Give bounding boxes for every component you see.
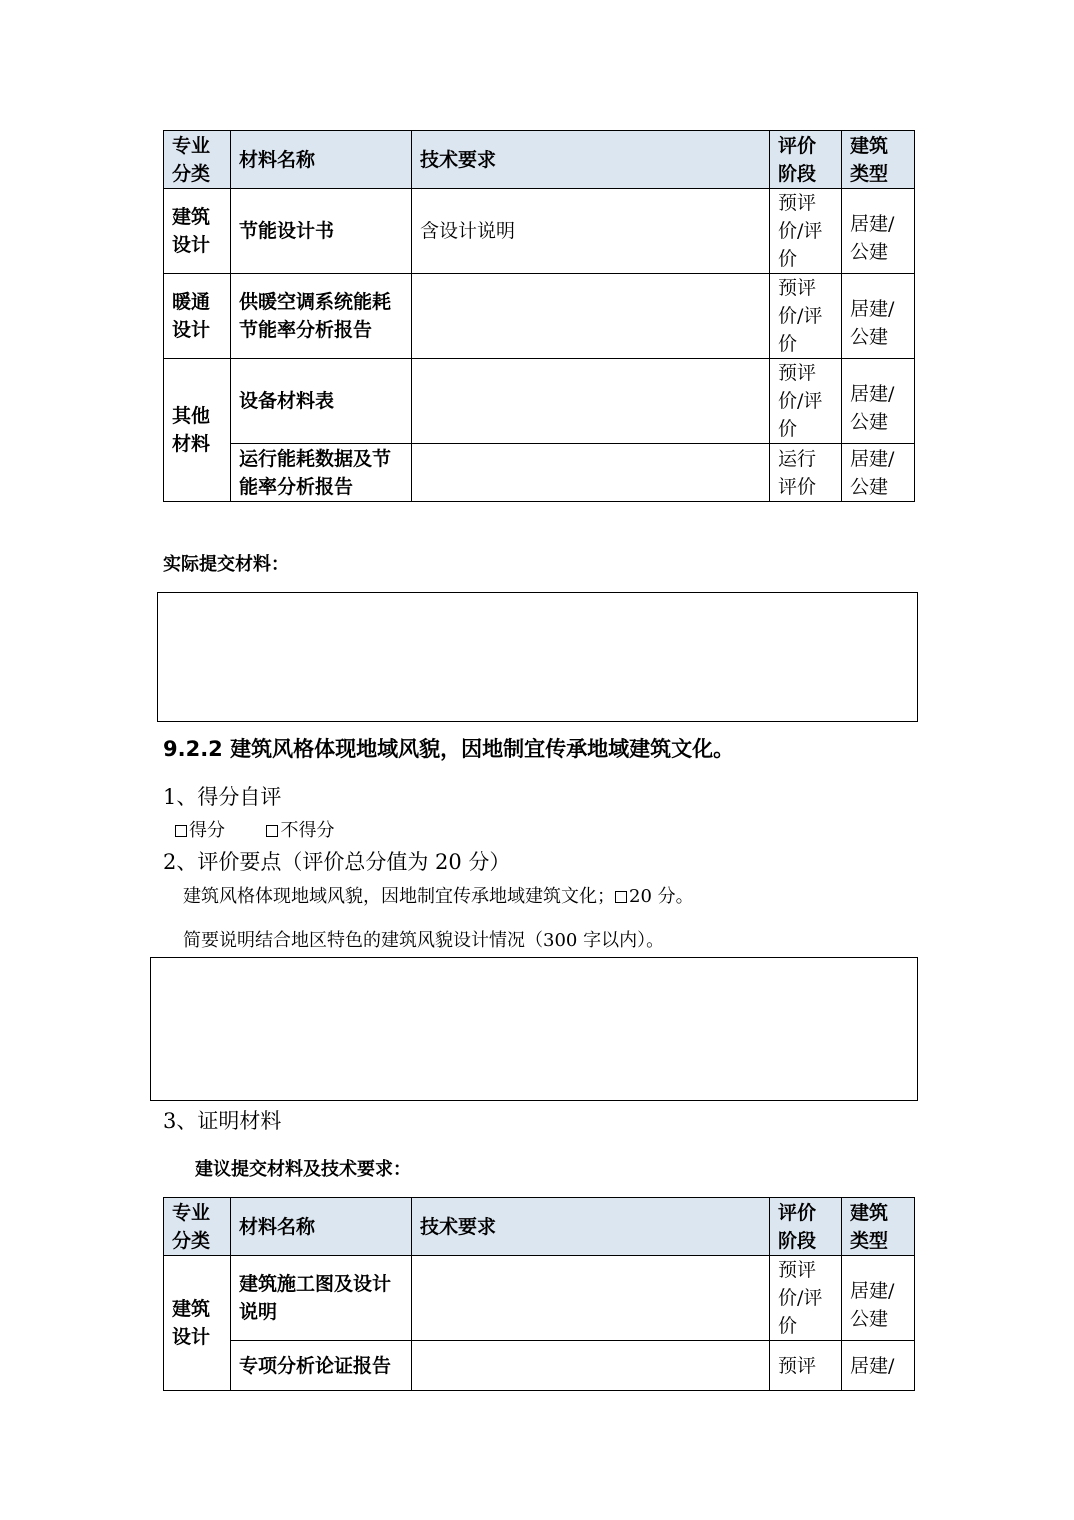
table-row	[164, 1256, 915, 1341]
table-row	[164, 274, 915, 359]
no-score-option-label: 不得分	[280, 820, 335, 841]
score-checkbox[interactable]	[175, 820, 225, 841]
cell-stage: 预评 价/评 价	[770, 359, 842, 444]
cell-material: 专项分析论证报告	[231, 1341, 412, 1391]
cell-category: 其他 材料	[164, 359, 231, 502]
header-material: 材料名称	[231, 1198, 412, 1256]
cell-category: 建筑 设计	[164, 189, 231, 274]
cell-category: 暖通 设计	[164, 274, 231, 359]
cell-material: 节能设计书	[231, 189, 412, 274]
brief-instruction: 简要说明结合地区特色的建筑风貌设计情况（300 字以内）。	[183, 930, 665, 951]
header-building-type: 建筑 类型	[842, 131, 915, 189]
table-header-row	[164, 1198, 915, 1256]
actual-submission-box[interactable]	[157, 592, 918, 722]
checkbox-icon	[615, 891, 627, 903]
point-checkbox[interactable]	[615, 886, 629, 907]
cell-requirement	[412, 274, 770, 359]
table-header-row	[164, 131, 915, 189]
no-score-checkbox[interactable]	[266, 820, 334, 841]
table-row	[164, 189, 915, 274]
cell-requirement	[412, 1256, 770, 1341]
cell-material: 供暖空调系统能耗 节能率分析报告	[231, 274, 412, 359]
self-eval-heading: 1、得分自评	[163, 785, 282, 809]
cell-building-type: 居建/ 公建	[842, 274, 915, 359]
key-point-line	[183, 882, 694, 908]
cell-category: 建筑 设计	[164, 1256, 231, 1391]
header-requirement: 技术要求	[412, 131, 770, 189]
evidence-heading: 3、证明材料	[163, 1109, 282, 1133]
header-requirement: 技术要求	[412, 1198, 770, 1256]
cell-building-type: 居建/ 公建	[842, 359, 915, 444]
header-building-type: 建筑 类型	[842, 1198, 915, 1256]
materials-table-1	[163, 130, 915, 502]
key-point-score: 20 分。	[629, 886, 694, 907]
cell-stage: 预评 价/评 价	[770, 274, 842, 359]
table-row	[164, 444, 915, 502]
suggested-label: 建议提交材料及技术要求：	[195, 1159, 411, 1180]
cell-stage: 预评 价/评 价	[770, 1256, 842, 1341]
section-title: 9.2.2 建筑风格体现地域风貌，因地制宜传承地域建筑文化。	[163, 737, 735, 761]
header-category: 专业 分类	[164, 131, 231, 189]
cell-requirement: 含设计说明	[412, 189, 770, 274]
header-stage: 评价 阶段	[770, 1198, 842, 1256]
cell-requirement	[412, 444, 770, 502]
key-point-text: 建筑风格体现地域风貌，因地制宜传承地域建筑文化；	[183, 886, 615, 907]
checkbox-icon	[175, 825, 187, 837]
score-option-label: 得分	[189, 820, 225, 841]
cell-material: 设备材料表	[231, 359, 412, 444]
header-stage: 评价 阶段	[770, 131, 842, 189]
cell-building-type: 居建/ 公建	[842, 1256, 915, 1341]
cell-building-type: 居建/ 公建	[842, 189, 915, 274]
cell-building-type: 居建/	[842, 1341, 915, 1391]
materials-table-2	[163, 1197, 915, 1391]
cell-material: 建筑施工图及设计 说明	[231, 1256, 412, 1341]
cell-building-type: 居建/ 公建	[842, 444, 915, 502]
table-row	[164, 359, 915, 444]
cell-requirement	[412, 359, 770, 444]
cell-material: 运行能耗数据及节 能率分析报告	[231, 444, 412, 502]
cell-stage: 预评 价/评 价	[770, 189, 842, 274]
cell-requirement	[412, 1341, 770, 1391]
checkbox-icon	[266, 825, 278, 837]
cell-stage: 预评	[770, 1341, 842, 1391]
self-eval-options	[175, 816, 334, 842]
table-row	[164, 1341, 915, 1391]
brief-description-box[interactable]	[150, 957, 918, 1101]
header-category: 专业 分类	[164, 1198, 231, 1256]
header-material: 材料名称	[231, 131, 412, 189]
key-points-heading: 2、评价要点（评价总分值为 20 分）	[163, 850, 511, 874]
actual-submission-label: 实际提交材料：	[163, 554, 289, 575]
cell-stage: 运行 评价	[770, 444, 842, 502]
